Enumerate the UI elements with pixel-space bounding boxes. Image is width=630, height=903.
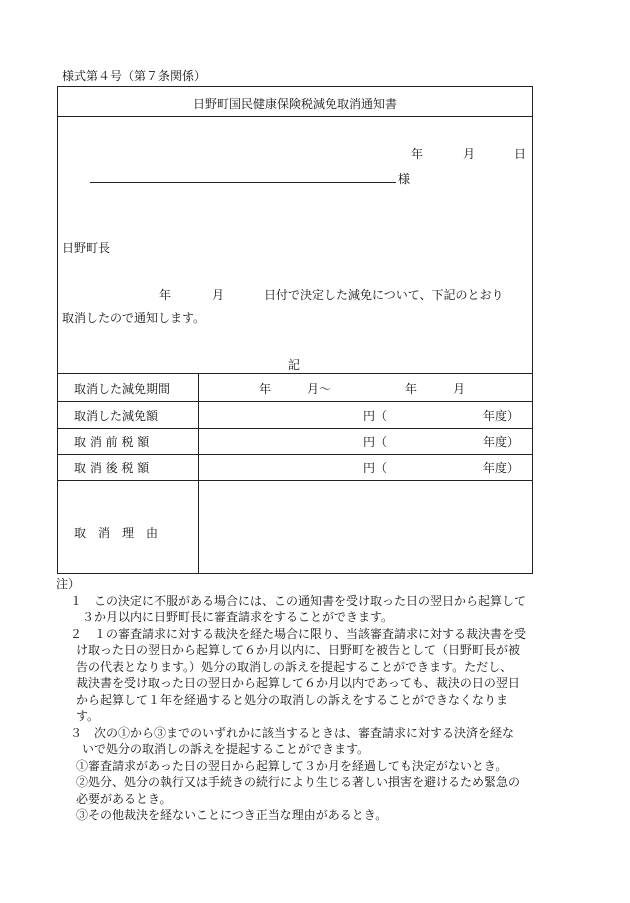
period-end: 年 月	[405, 382, 466, 396]
note-2-line-3: 告の代表となります。）処分の取消しの訴えを提起することができます。ただし、	[76, 659, 513, 674]
form-title: 日野町国民健康保険税減免取消通知書	[192, 97, 397, 111]
after-tax-yen: 円（	[363, 461, 388, 475]
note-2-line-5: から起算して１年を経過すると処分の取消しの訴えをすることができなくなりま	[76, 692, 509, 707]
issuer: 日野町長	[62, 241, 111, 255]
ki-mark: 記	[288, 358, 301, 372]
note-3-item-2-line-1: ②処分、処分の執行又は手続きの続行により生じる著しい損害を避けるため緊急の	[76, 775, 521, 789]
note-1-line-2: ３か月以内に日野町長に審査請求をすることができます。	[82, 610, 394, 624]
note-3-line-1: ３ 次の①から③までのいずれかに該当するときは、審査請求に対する決済を経な	[70, 725, 515, 740]
note-3-line-2: いで処分の取消しの訴えを提起することができます。	[82, 742, 370, 756]
before-tax-yen: 円（	[363, 435, 388, 449]
recipient-name-line	[90, 182, 396, 183]
period-label: 取消した減免期間	[74, 382, 171, 396]
notes-section	[56, 576, 582, 824]
reduction-amount-yen: 円（	[363, 409, 388, 423]
note-1-line-1: １ この決定に不服がある場合には、この通知書を受け取った日の翌日から起算して	[70, 593, 527, 608]
date-year-label: 年	[411, 147, 424, 161]
note-3-item-3: ③その他裁決を経ないことにつき正当な理由があるとき。	[76, 808, 388, 822]
body-year: 年	[159, 288, 172, 302]
note-2-line-1: ２ １の審査請求に対する裁決を経た場合に限り、当該審査請求に対する裁決書を受	[70, 626, 527, 641]
body-line1: 日付で決定した減免について、下記のとおり	[264, 288, 504, 302]
notes-heading: 注）	[56, 577, 81, 591]
notice-form	[57, 86, 533, 574]
date-month-label: 月	[463, 147, 476, 161]
recipient-suffix: 様	[398, 172, 411, 186]
note-3-item-1: ①審査請求があった日の翌日から起算して３か月を経過しても決定がないとき。	[76, 758, 508, 773]
form-label: 様式第４号（第７条関係）	[62, 69, 207, 83]
after-tax-label: 取 消 後 税 額	[74, 461, 150, 475]
after-tax-nendo: 年度）	[483, 461, 520, 475]
note-3-item-2-line-2: 必要があるとき。	[76, 791, 172, 806]
before-tax-nendo: 年度）	[483, 435, 520, 449]
table-top-line	[58, 373, 532, 374]
note-2-line-2: け取った日の翌日から起算して６か月以内に、日野町を被告として（日野町長が被	[76, 643, 521, 657]
reduction-amount-nendo: 年度）	[483, 409, 520, 423]
table-column-divider	[198, 373, 199, 573]
title-divider	[58, 116, 532, 117]
reason-label: 取 消 理 由	[74, 526, 159, 540]
reduction-amount-label: 取消した減免額	[74, 409, 159, 423]
body-month: 月	[212, 288, 225, 302]
note-2-line-4: 裁決書を受け取った日の翌日から起算して６か月以内であっても、裁決の日の翌日	[76, 676, 520, 690]
body-line2: 取消したので通知します。	[62, 311, 206, 325]
date-day-label: 日	[514, 147, 527, 161]
before-tax-label: 取 消 前 税 額	[74, 435, 150, 449]
period-start: 年 月～	[259, 382, 332, 396]
note-2-line-6: す。	[76, 709, 100, 723]
